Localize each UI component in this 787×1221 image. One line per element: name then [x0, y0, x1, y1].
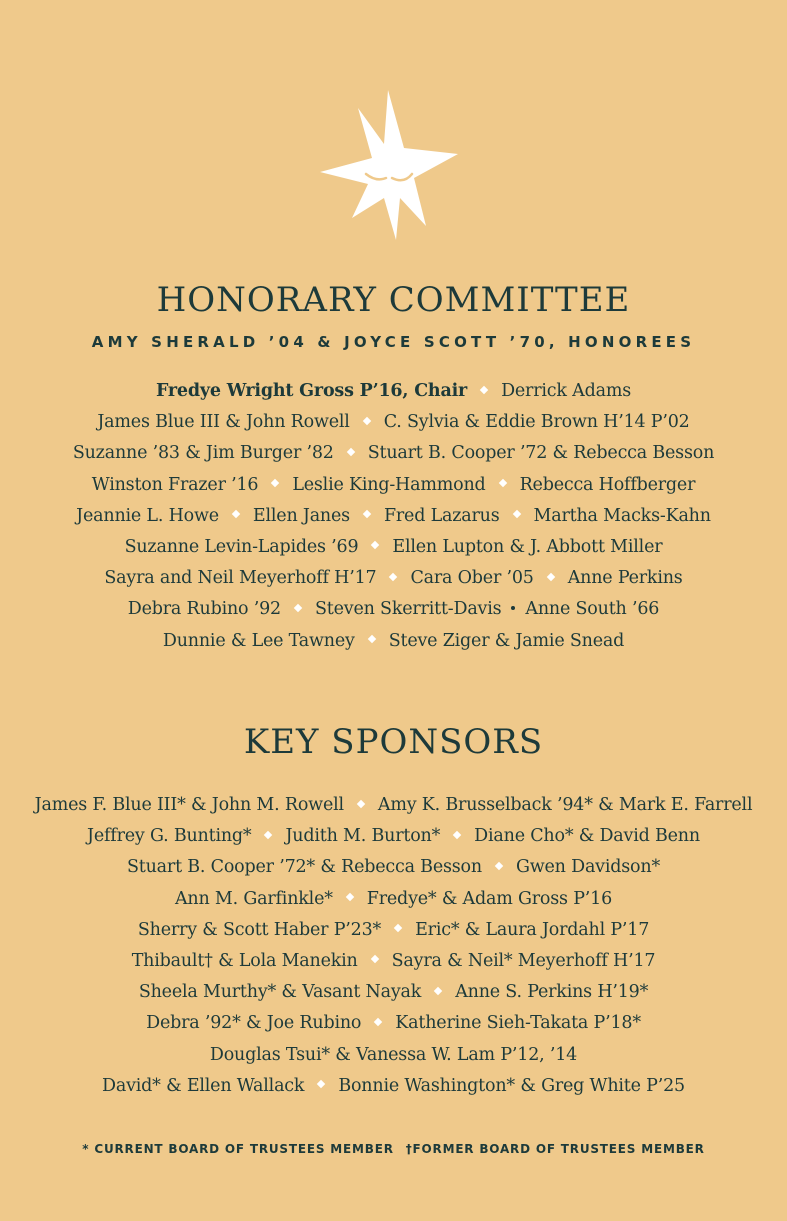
member-name: Douglas Tsui* & Vanessa W. Lam P’12, ’14 — [209, 1044, 578, 1065]
diamond-separator-icon — [362, 416, 370, 424]
member-name: Anne Perkins — [567, 568, 683, 589]
member-name: James F. Blue III* & John M. Rowell — [34, 795, 344, 815]
member-name: Fred Lazarus — [383, 505, 500, 526]
name-line — [0, 407, 787, 438]
diamond-separator-icon — [232, 510, 240, 518]
member-name: Suzanne Levin-Lapides ’69 — [124, 536, 359, 557]
diamond-separator-icon — [357, 799, 365, 807]
member-name: Stuart B. Cooper ’72* & Rebecca Besson — [126, 857, 482, 878]
member-name: Eric* & Laura Jordahl P’17 — [415, 919, 650, 940]
member-name: Katherine Sieh-Takata P’18* — [395, 1013, 641, 1034]
honorary-committee-title: HONORARY COMMITTEE — [156, 280, 631, 320]
diamond-separator-icon — [394, 924, 402, 932]
diamond-separator-icon — [512, 510, 520, 518]
member-name: Derrick Adams — [501, 381, 631, 401]
member-name: Steve Ziger & Jamie Snead — [388, 630, 625, 651]
diamond-separator-icon — [346, 448, 354, 456]
member-name: James Blue III & John Rowell — [97, 412, 350, 433]
member-name: Sayra and Neil Meyerhoff H’17 — [104, 568, 377, 589]
member-name: Diane Cho* & David Benn — [474, 826, 700, 847]
name-line — [0, 470, 787, 501]
key-sponsors-title: KEY SPONSORS — [243, 722, 544, 762]
member-name: Thibault† & Lola Manekin — [131, 950, 358, 971]
name-line — [0, 438, 787, 469]
member-name: Sheela Murthy* & Vasant Nayak — [138, 982, 422, 1003]
name-line — [0, 626, 787, 657]
diamond-separator-icon — [264, 830, 272, 838]
member-name: Suzanne ’83 & Jim Burger ’82 — [72, 443, 334, 464]
star-logo-icon — [318, 86, 464, 242]
name-line — [0, 915, 787, 946]
member-name: Fredye Wright Gross P’16, Chair — [156, 381, 468, 401]
member-name: Ellen Lupton & J. Abbott Miller — [392, 536, 663, 557]
member-name: Amy K. Brusselback ’94* & Mark E. Farrell — [377, 795, 753, 815]
member-name: Dunnie & Lee Tawney — [162, 630, 355, 651]
name-line — [0, 884, 787, 915]
member-name: Jeannie L. Howe — [76, 505, 219, 526]
dot-separator-icon — [511, 606, 515, 610]
name-line — [0, 946, 787, 977]
name-line — [0, 501, 787, 532]
member-name: Anne S. Perkins H’19* — [455, 982, 649, 1003]
member-name: Stuart B. Cooper ’72 & Rebecca Besson — [367, 443, 715, 464]
diamond-separator-icon — [363, 510, 371, 518]
diamond-separator-icon — [271, 479, 279, 487]
member-name: David* & Ellen Wallack — [102, 1075, 305, 1096]
name-line — [0, 594, 787, 625]
member-name: Sayra & Neil* Meyerhoff H’17 — [391, 950, 656, 971]
key-sponsors-list — [0, 790, 787, 1102]
former-trustee-note: †FORMER BOARD OF TRUSTEES MEMBER — [405, 1142, 705, 1156]
member-name: Winston Frazer ’16 — [91, 474, 259, 495]
diamond-separator-icon — [370, 955, 378, 963]
member-name: Bonnie Washington* & Greg White P’25 — [338, 1075, 685, 1096]
name-line — [0, 532, 787, 563]
diamond-separator-icon — [389, 572, 397, 580]
diamond-separator-icon — [317, 1080, 325, 1088]
member-name: Ellen Janes — [252, 505, 350, 526]
name-line — [0, 1071, 787, 1102]
member-name: Fredye* & Adam Gross P’16 — [366, 888, 613, 909]
name-line — [0, 821, 787, 852]
diamond-separator-icon — [371, 541, 379, 549]
member-name: Judith M. Burton* — [285, 826, 441, 847]
diamond-separator-icon — [346, 893, 354, 901]
diamond-separator-icon — [434, 986, 442, 994]
member-name: Gwen Davidson* — [515, 857, 661, 878]
diamond-separator-icon — [480, 385, 488, 393]
honorary-committee-list — [0, 376, 787, 657]
member-name: Martha Macks-Kahn — [533, 505, 711, 526]
diamond-separator-icon — [367, 635, 375, 643]
name-line — [0, 1008, 787, 1039]
diamond-separator-icon — [498, 479, 506, 487]
member-name: Steven Skerritt-Davis — [314, 599, 502, 620]
honorees-subtitle: AMY SHERALD ’04 & JOYCE SCOTT ’70, HONOREES — [91, 333, 696, 351]
member-name: Ann M. Garfinkle* — [174, 888, 333, 909]
name-line — [0, 790, 787, 821]
current-trustee-note: * CURRENT BOARD OF TRUSTEES MEMBER — [82, 1142, 394, 1156]
member-name: Debra ’92* & Joe Rubino — [146, 1013, 362, 1034]
diamond-separator-icon — [546, 572, 554, 580]
member-name: C. Sylvia & Eddie Brown H’14 P’02 — [383, 412, 690, 433]
diamond-separator-icon — [453, 830, 461, 838]
member-name: Anne South ’66 — [525, 599, 660, 620]
member-name: Leslie King-Hammond — [292, 474, 486, 495]
member-name: Jeffrey G. Bunting* — [87, 826, 252, 847]
member-name: Cara Ober ’05 — [410, 568, 534, 589]
member-name: Sherry & Scott Haber P’23* — [137, 919, 382, 940]
name-line — [0, 563, 787, 594]
diamond-separator-icon — [374, 1018, 382, 1026]
member-name: Debra Rubino ’92 — [127, 599, 281, 620]
name-line — [0, 852, 787, 883]
name-line — [0, 376, 787, 407]
diamond-separator-icon — [495, 862, 503, 870]
name-line — [0, 1040, 787, 1071]
name-line — [0, 977, 787, 1008]
member-name: Rebecca Hoffberger — [519, 474, 696, 495]
footer-legend — [0, 1142, 787, 1156]
diamond-separator-icon — [294, 604, 302, 612]
